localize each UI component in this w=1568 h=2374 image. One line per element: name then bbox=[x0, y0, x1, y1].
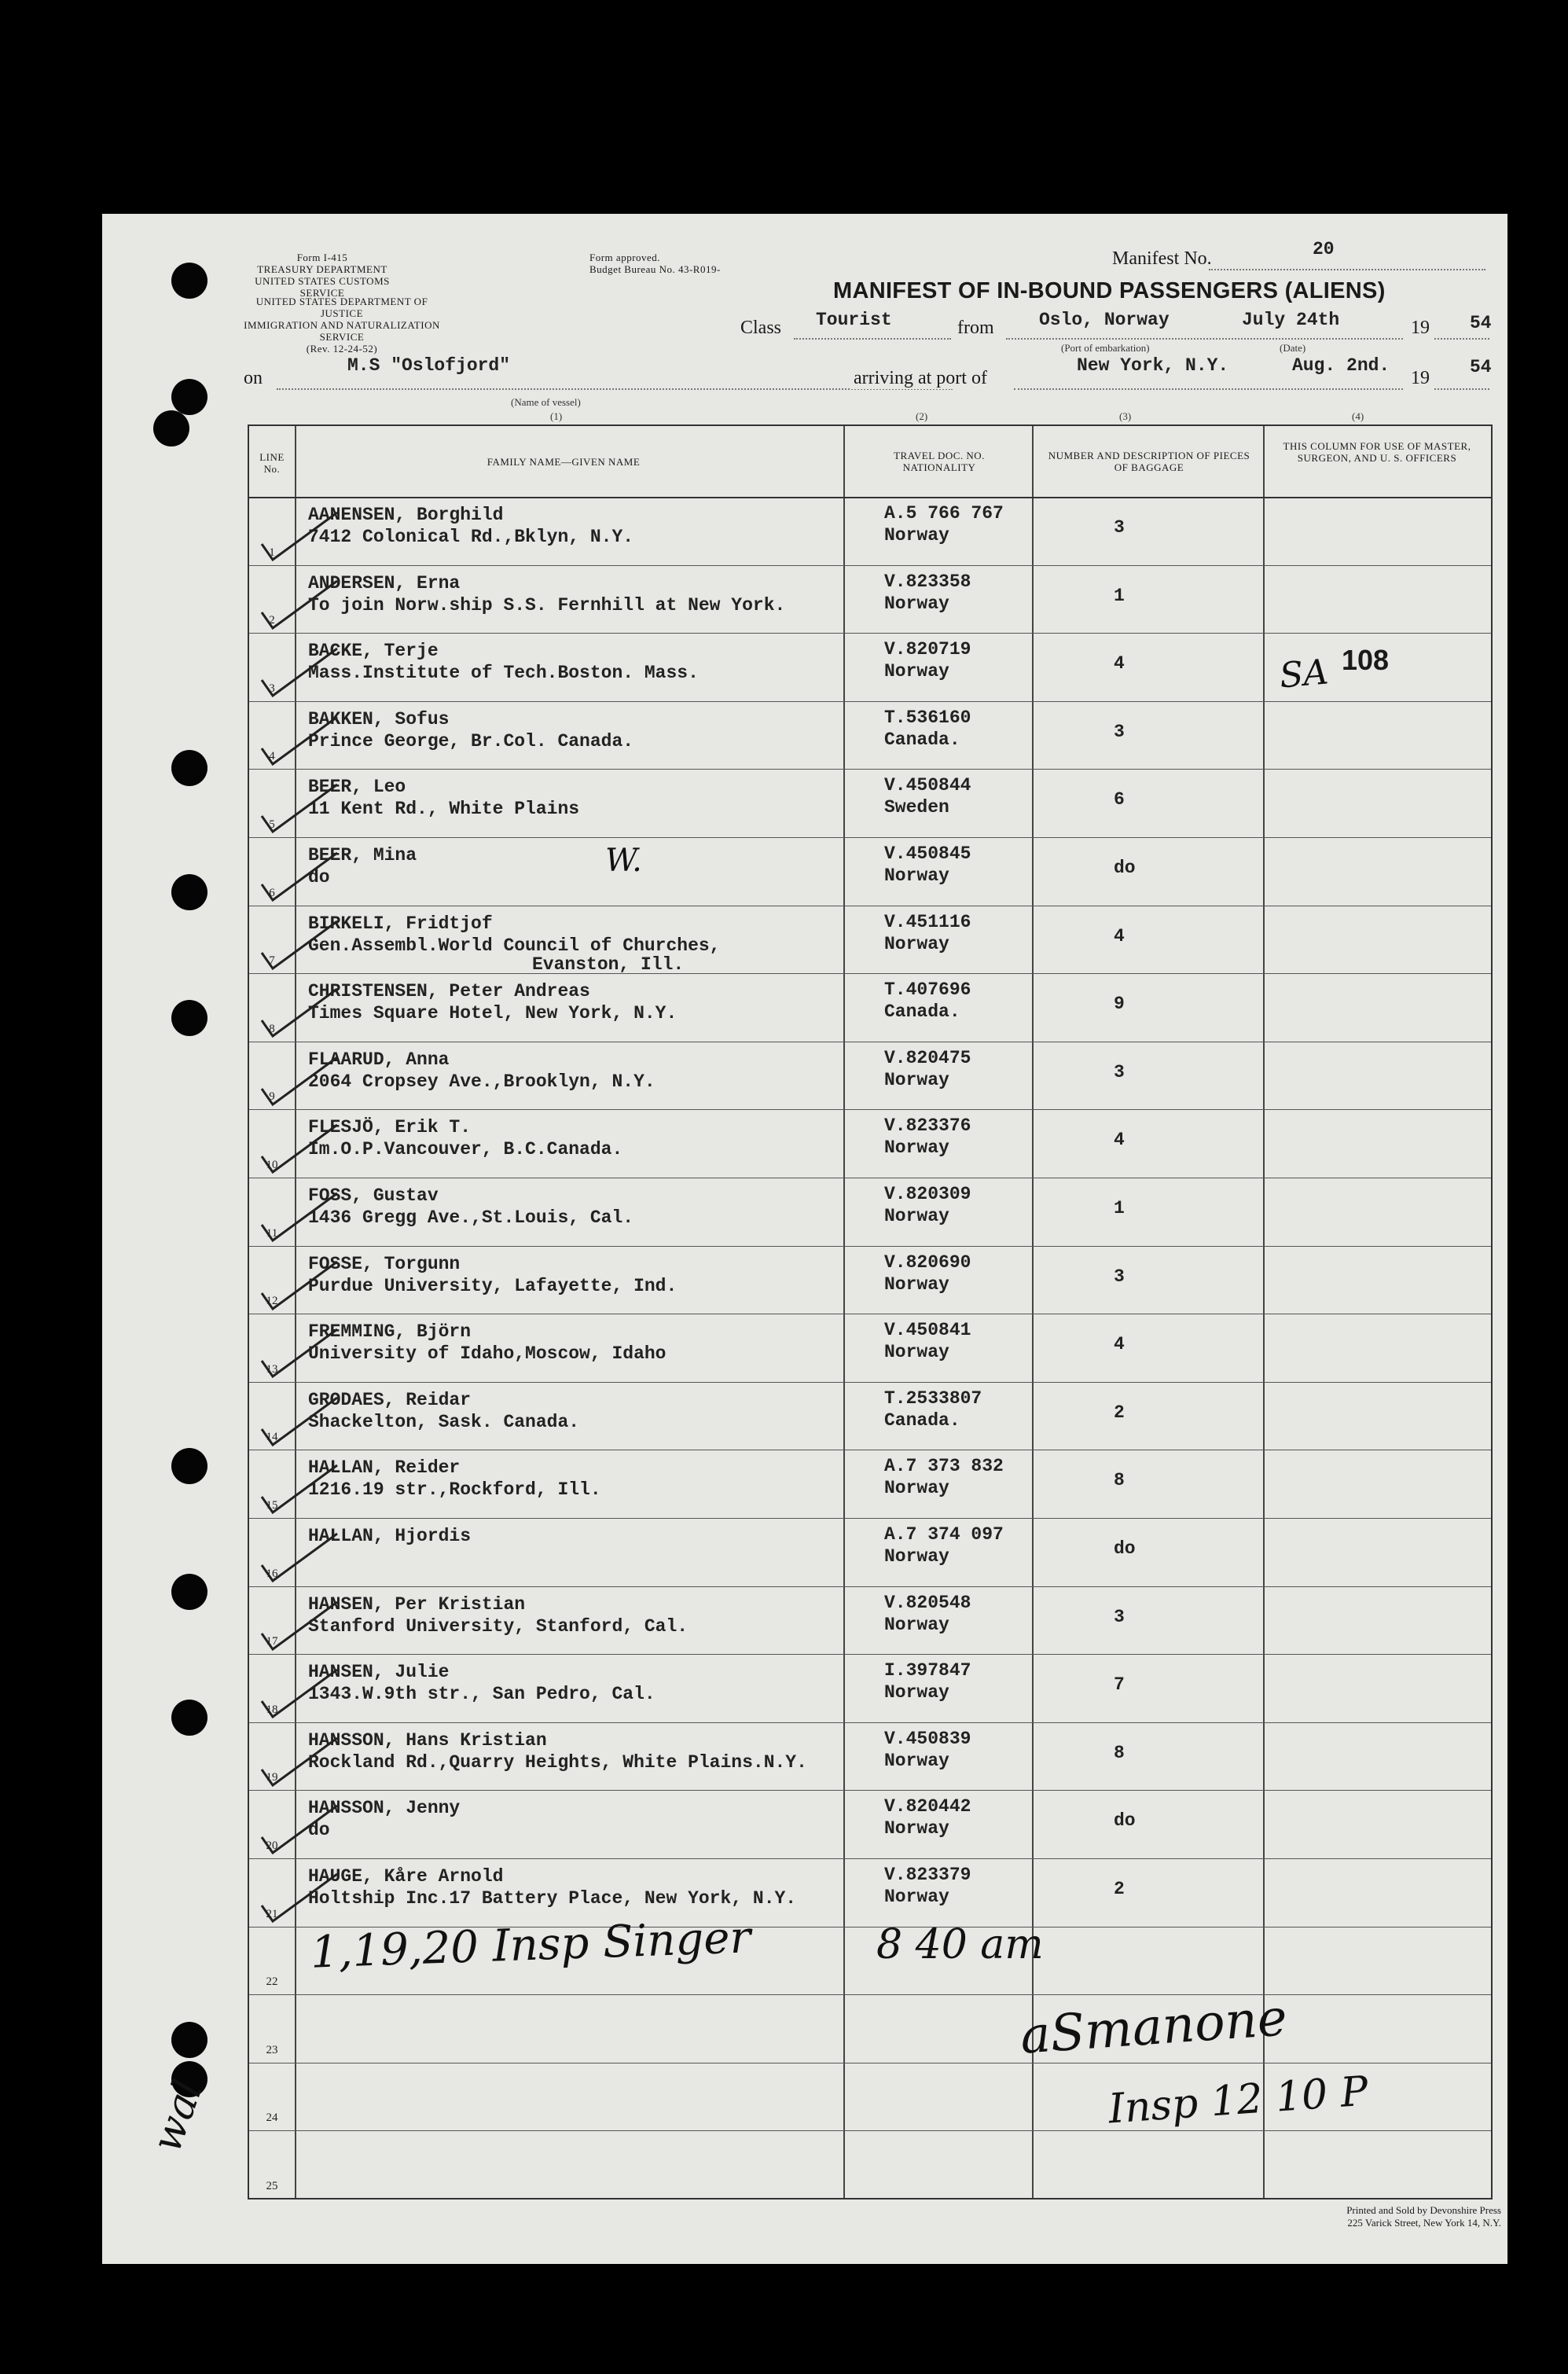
nationality: Norway bbox=[884, 1887, 949, 1907]
ins-service: IMMIGRATION AND NATURALIZATION SERVICE bbox=[244, 319, 440, 343]
nationality: Canada. bbox=[884, 1409, 960, 1431]
passenger-name: AANENSEN, Borghild bbox=[308, 505, 504, 525]
travel-doc-no: A.5 766 767 bbox=[884, 503, 1004, 524]
travel-doc-no: V.820442 bbox=[884, 1796, 971, 1817]
vessel-name: M.S "Oslofjord" bbox=[347, 355, 511, 376]
line-number: 5 bbox=[269, 818, 275, 831]
line-number: 24 bbox=[266, 2111, 278, 2125]
table-row bbox=[249, 1382, 1491, 1450]
baggage-count: 1 bbox=[1114, 585, 1125, 606]
passenger-name: HANSEN, Julie bbox=[308, 1662, 450, 1683]
passenger-name: BACKE, Terje bbox=[308, 641, 439, 662]
col-num-3: (3) bbox=[1119, 410, 1132, 422]
passenger-address: do bbox=[308, 867, 330, 887]
table-row bbox=[249, 1246, 1491, 1314]
arriving-label: arriving at port of bbox=[850, 368, 990, 389]
line-number: 15 bbox=[266, 1498, 278, 1512]
baggage-count: do bbox=[1114, 1810, 1136, 1832]
travel-doc-no: T.536160 bbox=[884, 707, 971, 728]
line-number: 8 bbox=[269, 1022, 275, 1035]
line-number: 7 bbox=[269, 954, 275, 968]
nationality: Norway bbox=[884, 1069, 949, 1090]
nationality: Norway bbox=[884, 1137, 949, 1159]
line-number: 4 bbox=[269, 750, 275, 763]
baggage-count: 3 bbox=[1114, 517, 1125, 538]
baggage-count: 4 bbox=[1114, 653, 1125, 674]
line-number: 3 bbox=[269, 682, 275, 695]
line-number: 6 bbox=[269, 886, 275, 899]
nationality: Canada. bbox=[884, 1001, 960, 1023]
w-mark: W. bbox=[605, 843, 642, 879]
nationality: Norway bbox=[884, 865, 949, 886]
table-row bbox=[249, 1994, 1491, 2063]
line-number: 19 bbox=[266, 1771, 278, 1784]
passenger-name: GRODAES, Reidar bbox=[308, 1389, 472, 1410]
from-value: Oslo, Norway bbox=[1039, 310, 1170, 330]
punch-hole bbox=[153, 410, 189, 447]
nationality: Sweden bbox=[884, 797, 949, 818]
travel-doc-no: V.450845 bbox=[884, 843, 971, 864]
col-num-2: (2) bbox=[916, 410, 928, 422]
printer-footer bbox=[1195, 2204, 1501, 2229]
port-embark-caption: (Port of embarkation) bbox=[1061, 342, 1150, 354]
justice-dept: UNITED STATES DEPARTMENT OF JUSTICE bbox=[255, 296, 428, 319]
punch-hole bbox=[171, 263, 207, 299]
nationality: Norway bbox=[884, 1614, 949, 1635]
baggage-count: 9 bbox=[1114, 994, 1125, 1015]
line-number: 14 bbox=[266, 1431, 278, 1444]
punch-hole bbox=[171, 1000, 207, 1036]
travel-doc-no: V.820548 bbox=[884, 1592, 971, 1613]
year-prefix: 19 bbox=[1411, 318, 1430, 338]
form-header bbox=[244, 252, 401, 299]
line-number: 21 bbox=[266, 1907, 278, 1920]
inspection-note: 1,19,20 Insp Singer bbox=[310, 1912, 752, 1979]
baggage-count: 7 bbox=[1114, 1674, 1125, 1696]
passenger-name: BAKKEN, Sofus bbox=[308, 708, 450, 729]
baggage-count: 3 bbox=[1114, 721, 1125, 742]
col-travel-doc bbox=[846, 450, 1032, 473]
travel-doc-no: A.7 374 097 bbox=[884, 1524, 1004, 1545]
passenger-name: HALLAN, Hjordis bbox=[308, 1526, 472, 1546]
arrival-year-prefix: 19 bbox=[1411, 368, 1430, 388]
inspector-signature: aSmanone bbox=[1018, 1989, 1289, 2066]
manifest-page bbox=[102, 214, 1507, 2264]
passenger-name: FOSSE, Torgunn bbox=[308, 1253, 461, 1274]
passenger-name: FLESJÖ, Erik T. bbox=[308, 1117, 472, 1138]
nationality: Norway bbox=[884, 1273, 949, 1295]
travel-doc-no: V.450844 bbox=[884, 775, 971, 796]
line-number: 13 bbox=[266, 1362, 278, 1376]
justice-header bbox=[236, 296, 448, 355]
baggage-count: 3 bbox=[1114, 1266, 1125, 1287]
budget-approval bbox=[589, 252, 721, 275]
travel-doc-no: T.407696 bbox=[884, 979, 971, 1001]
travel-doc-no: V.820690 bbox=[884, 1251, 971, 1273]
nationality: Norway bbox=[884, 525, 949, 546]
table-row bbox=[249, 973, 1491, 1042]
travel-doc-no: V.451116 bbox=[884, 911, 971, 932]
passenger-address: Shackelton, Sask. Canada. bbox=[308, 1411, 580, 1432]
passenger-address: Times Square Hotel, New York, N.Y. bbox=[308, 1003, 678, 1024]
form-revision: (Rev. 12-24-52) bbox=[306, 343, 378, 355]
time-note: 8 40 am bbox=[876, 1921, 1044, 1968]
col-num-4: (4) bbox=[1352, 410, 1364, 422]
travel-doc-no: T.2533807 bbox=[884, 1387, 982, 1409]
line-number: 11 bbox=[266, 1226, 278, 1240]
table-row bbox=[249, 769, 1491, 837]
passenger-address: 1343.W.9th str., San Pedro, Cal. bbox=[308, 1684, 655, 1705]
arrival-port: New York, N.Y. bbox=[1077, 355, 1229, 376]
baggage-count: 4 bbox=[1114, 925, 1125, 946]
manifest-no-label: Manifest No. bbox=[1112, 248, 1212, 269]
passenger-address: 1436 Gregg Ave.,St.Louis, Cal. bbox=[308, 1207, 634, 1228]
travel-doc-no: V.823376 bbox=[884, 1115, 971, 1137]
from-label: from bbox=[957, 318, 994, 338]
baggage-count: 2 bbox=[1114, 1879, 1125, 1899]
punch-hole bbox=[171, 2022, 207, 2058]
passenger-name: BEER, Mina bbox=[308, 845, 417, 865]
passenger-name: BEER, Leo bbox=[308, 777, 406, 798]
passenger-address: Purdue University, Lafayette, Ind. bbox=[308, 1275, 678, 1296]
baggage-count: do bbox=[1114, 1538, 1136, 1559]
col-line-no: LINE No. bbox=[259, 451, 285, 475]
class-value: Tourist bbox=[816, 310, 892, 330]
line-number: 12 bbox=[266, 1295, 278, 1308]
travel-doc-no: I.397847 bbox=[884, 1660, 971, 1681]
table-row bbox=[249, 1178, 1491, 1246]
col-name: FAMILY NAME—GIVEN NAME bbox=[487, 456, 641, 468]
line-number: 16 bbox=[266, 1567, 278, 1580]
nationality: Norway bbox=[884, 1750, 949, 1771]
passenger-name: BIRKELI, Fridtjof bbox=[308, 913, 493, 934]
baggage-count: 3 bbox=[1114, 1606, 1125, 1627]
passenger-address: Rockland Rd.,Quarry Heights, White Plains.N.Y. bbox=[308, 1751, 807, 1773]
passenger-address: Mass.Institute of Tech.Boston. Mass. bbox=[308, 663, 699, 684]
line-number: 18 bbox=[266, 1703, 278, 1716]
arrival-date: Aug. 2nd. bbox=[1292, 355, 1390, 376]
passenger-address: Gen.Assembl.World Council of Churches, bbox=[308, 935, 721, 956]
customs-service: UNITED STATES CUSTOMS SERVICE bbox=[255, 275, 390, 299]
passenger-name: HALLAN, Reider bbox=[308, 1457, 461, 1479]
travel-doc-no: V.823358 bbox=[884, 571, 971, 592]
line-number: 2 bbox=[269, 614, 275, 627]
nationality: Norway bbox=[884, 1682, 949, 1703]
table-row bbox=[249, 1518, 1491, 1586]
table-row bbox=[249, 1586, 1491, 1655]
treasury-dept: TREASURY DEPARTMENT bbox=[257, 263, 387, 275]
baggage-count: 8 bbox=[1114, 1470, 1125, 1491]
table-row bbox=[249, 1042, 1491, 1110]
travel-doc-no: V.820309 bbox=[884, 1184, 971, 1204]
passenger-address-2: Evanston, Ill. bbox=[532, 954, 685, 975]
passenger-name: FLAARUD, Anna bbox=[308, 1049, 450, 1070]
nationality: Norway bbox=[884, 661, 949, 682]
col-officers: THIS COLUMN FOR USE OF MASTER, SURGEON, AND U. S. OFFICERS bbox=[1283, 440, 1471, 464]
sa-mark: SA bbox=[1277, 652, 1331, 696]
line-number: 10 bbox=[266, 1158, 278, 1171]
table-row bbox=[249, 1109, 1491, 1178]
table-row bbox=[249, 497, 1491, 565]
embark-date: July 24th bbox=[1242, 310, 1340, 330]
form-number: Form I-415 bbox=[296, 252, 348, 263]
col-nationality-label: NATIONALITY bbox=[902, 461, 976, 473]
manifest-no-value: 20 bbox=[1313, 239, 1335, 259]
passenger-name: ANDERSEN, Erna bbox=[308, 572, 461, 594]
table-row bbox=[249, 1314, 1491, 1382]
punch-hole bbox=[171, 1448, 207, 1484]
travel-doc-no: V.820719 bbox=[884, 639, 971, 660]
class-label: Class bbox=[740, 318, 782, 338]
passenger-address: 7412 Colonical Rd.,Bklyn, N.Y. bbox=[308, 527, 634, 547]
printer-line-2: 225 Varick Street, New York 14, N.Y. bbox=[1347, 2217, 1501, 2229]
manifest-title: MANIFEST OF IN-BOUND PASSENGERS (ALIENS) bbox=[833, 278, 1386, 303]
col-travel-doc-label: TRAVEL DOC. NO. bbox=[894, 450, 985, 461]
passenger-name: HANSSON, Hans Kristian bbox=[308, 1729, 547, 1751]
passenger-name: HANSEN, Per Kristian bbox=[308, 1593, 526, 1615]
col-baggage: NUMBER AND DESCRIPTION OF PIECES OF BAGGAGE bbox=[1048, 450, 1250, 473]
on-label: on bbox=[244, 368, 263, 388]
table-row bbox=[249, 701, 1491, 770]
table-row bbox=[249, 906, 1491, 974]
inspection-time: Insp 12 10 P bbox=[1107, 2067, 1370, 2133]
passenger-address: Prince George, Br.Col. Canada. bbox=[308, 730, 634, 752]
table-row bbox=[249, 1722, 1491, 1791]
nationality: Norway bbox=[884, 933, 949, 954]
table-row bbox=[249, 1654, 1491, 1722]
line-number: 20 bbox=[266, 1839, 278, 1852]
passenger-address: Im.O.P.Vancouver, B.C.Canada. bbox=[308, 1139, 623, 1160]
travel-doc-no: A.7 373 832 bbox=[884, 1456, 1004, 1477]
baggage-count: 2 bbox=[1114, 1402, 1125, 1423]
passenger-address: To join Norw.ship S.S. Fernhill at New York. bbox=[308, 594, 786, 616]
nationality: Norway bbox=[884, 1342, 949, 1363]
baggage-count: do bbox=[1114, 858, 1136, 878]
baggage-count: 1 bbox=[1114, 1198, 1125, 1218]
line-number: 25 bbox=[266, 2179, 278, 2192]
table-row bbox=[249, 2130, 1491, 2199]
nationality: Canada. bbox=[884, 729, 960, 750]
table-row bbox=[249, 1858, 1491, 1927]
travel-doc-no: V.450841 bbox=[884, 1320, 971, 1341]
col-num-1: (1) bbox=[550, 410, 563, 422]
line-number: 23 bbox=[266, 2043, 278, 2056]
baggage-count: 3 bbox=[1114, 1061, 1125, 1082]
passenger-name: FREMMING, Björn bbox=[308, 1321, 472, 1343]
travel-doc-no: V.450839 bbox=[884, 1728, 971, 1749]
passenger-address: 2064 Cropsey Ave.,Brooklyn, N.Y. bbox=[308, 1071, 655, 1092]
baggage-count: 4 bbox=[1114, 1130, 1125, 1151]
nationality: Norway bbox=[884, 1206, 949, 1226]
travel-doc-no: V.823379 bbox=[884, 1865, 971, 1885]
line-number: 22 bbox=[266, 1975, 278, 1989]
table-row bbox=[249, 1450, 1491, 1518]
passenger-name: FOSS, Gustav bbox=[308, 1185, 439, 1206]
passenger-name: CHRISTENSEN, Peter Andreas bbox=[308, 981, 590, 1002]
budget-bureau: Budget Bureau No. 43-R019- bbox=[589, 263, 721, 275]
punch-hole bbox=[171, 1700, 207, 1736]
punch-hole bbox=[171, 874, 207, 910]
nationality: Norway bbox=[884, 593, 949, 614]
year-value: 54 bbox=[1470, 313, 1492, 333]
baggage-count: 6 bbox=[1114, 789, 1125, 810]
baggage-count: 8 bbox=[1114, 1742, 1125, 1763]
punch-hole bbox=[171, 1574, 207, 1610]
printer-line-1: Printed and Sold by Devonshire Press bbox=[1346, 2204, 1501, 2216]
nationality: Norway bbox=[884, 1546, 949, 1567]
table-row bbox=[249, 1790, 1491, 1858]
officer-note: 108 bbox=[1342, 644, 1390, 677]
table-row bbox=[249, 565, 1491, 634]
passenger-address: Stanford University, Stanford, Cal. bbox=[308, 1615, 689, 1637]
travel-doc-no: V.820475 bbox=[884, 1047, 971, 1068]
passenger-name: HANSSON, Jenny bbox=[308, 1798, 461, 1819]
date-caption: (Date) bbox=[1280, 342, 1306, 354]
line-number: 17 bbox=[266, 1635, 278, 1648]
margin-note: wal bbox=[143, 2074, 213, 2159]
baggage-count: 4 bbox=[1114, 1334, 1125, 1355]
table-row bbox=[249, 837, 1491, 906]
passenger-address: University of Idaho,Moscow, Idaho bbox=[308, 1343, 666, 1365]
line-number: 9 bbox=[269, 1090, 275, 1104]
passenger-address: do bbox=[308, 1820, 330, 1841]
passenger-address: 1216.19 str.,Rockford, Ill. bbox=[308, 1479, 601, 1501]
passenger-address: Holtship Inc.17 Battery Place, New York, N.Y. bbox=[308, 1888, 797, 1909]
arrival-year: 54 bbox=[1470, 357, 1492, 377]
passenger-address: 11 Kent Rd., White Plains bbox=[308, 799, 580, 820]
nationality: Norway bbox=[884, 1478, 949, 1499]
form-approved: Form approved. bbox=[589, 252, 661, 263]
nationality: Norway bbox=[884, 1818, 949, 1839]
line-number: 1 bbox=[269, 546, 275, 559]
punch-hole bbox=[171, 750, 207, 786]
punch-hole bbox=[171, 379, 207, 415]
passenger-name: HAUGE, Kåre Arnold bbox=[308, 1866, 504, 1887]
vessel-caption: (Name of vessel) bbox=[511, 396, 581, 408]
